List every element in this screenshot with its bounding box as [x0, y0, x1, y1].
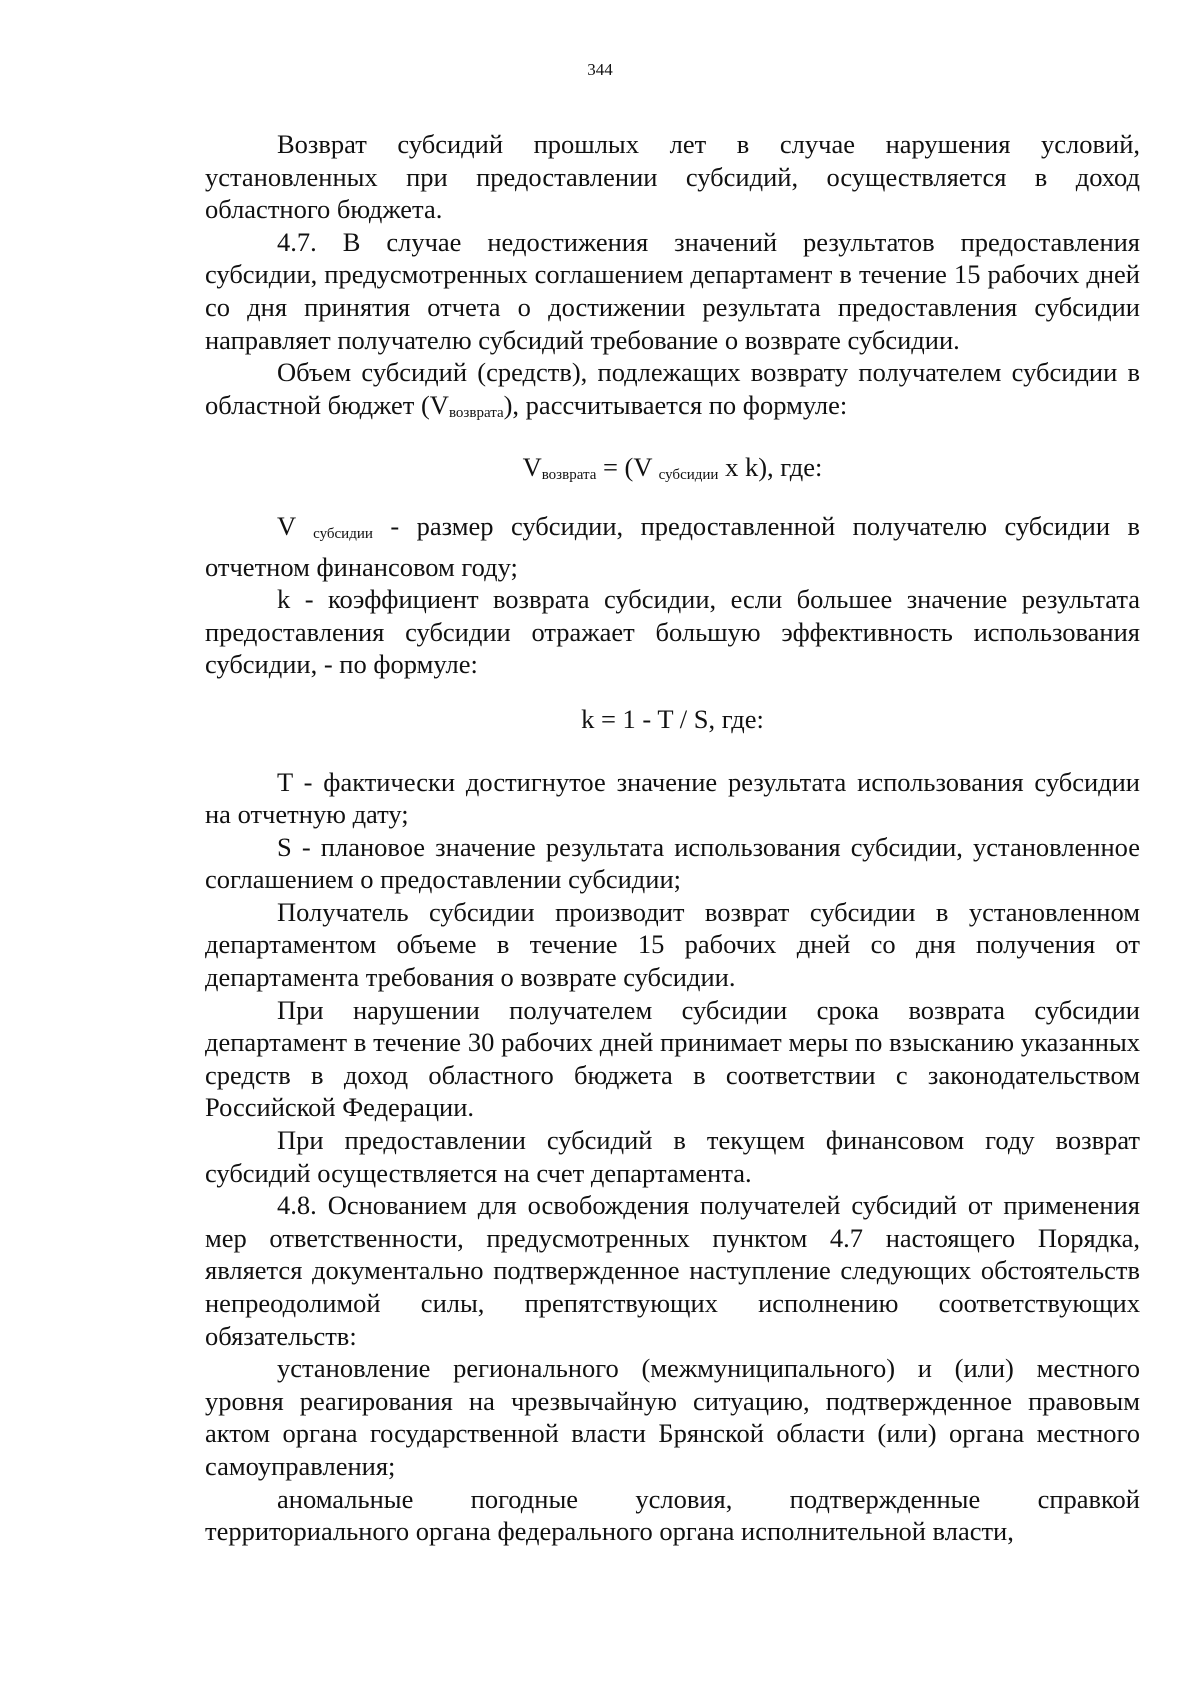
paragraph-regional-emergency: установление регионального (межмуниципального) и (или) местного уровня реагирования на чрезвычайную ситуацию, подтвержденное правовым актом органа государственной власти Брянской области (или) органа местного самоуправления;: [205, 1353, 1140, 1481]
definition-v-subsidy: V $_{субсидии}$ - размер субсидии, предоставленной получателю субсидии в отчетном финансовом году;: [205, 510, 1140, 582]
paragraph-4-8: 4.8. Основанием для освобождения получателей субсидий от применения мер ответственности, предусмотренных пунктом 4.7 настоящего Порядка, является документально подтвержденное наступление следующих обстоятельств непреодолимой силы, препятствующих исполнению соответствующих обязательств:: [205, 1190, 1140, 1351]
paragraph-4-7: 4.7. В случае недостижения значений результатов предоставления субсидии, предусмотренных соглашением департамент в течение 15 рабочих дней со дня принятия отчета о достижении результата предоставления субсидии направляет получателю субсидий требование о возврате субсидии.: [205, 226, 1140, 355]
paragraph-return-previous-years: Возврат субсидий прошлых лет в случае нарушения условий, установленных при предоставлении субсидий, осуществляется в доход областного бюджета.: [205, 129, 1140, 225]
volume-intro-text: Объем субсидий (средств), подлежащих возврату получателем субсидии в областной бюджет (V: [205, 357, 1140, 420]
definition-t: T - фактически достигнутое значение результата использования субсидии на отчетную дату;: [205, 766, 1140, 830]
formula-k: k = 1 - T / S, где:: [581, 703, 764, 734]
definition-k: k - коэффициент возврата субсидии, если большее значение результата предоставления субсидии отражает большую эффективность использования субсидии, - по формуле:: [205, 584, 1140, 680]
paragraph-current-year: При предоставлении субсидий в текущем финансовом году возврат субсидий осуществляется на счет департамента.: [205, 1125, 1140, 1188]
paragraph-volume-formula-intro: [205, 356, 1140, 429]
paragraph-violation: При нарушении получателем субсидии срока возврата субсидии департамент в течение 30 рабочих дней принимает меры по взысканию указанных средств в доход областного бюджета в соответствии с законодательством Российской Федерации.: [205, 994, 1140, 1123]
volume-subscript: возврата: [448, 404, 504, 421]
paragraph-weather: аномальные погодные условия, подтвержденные справкой территориального органа федерального органа исполнительной власти,: [205, 1483, 1140, 1547]
formula-return-volume: $V_{возврата} = (V$ $_{субсидии}$ x k), где:: [522, 452, 823, 484]
page-number: 344: [587, 60, 613, 79]
paragraph-return-deadline: Получатель субсидии производит возврат субсидии в установленном департаментом объеме в течение 15 рабочих дней со дня получения от департамента требования о возврате субсидии.: [205, 896, 1140, 993]
definition-s: S - плановое значение результата использования субсидии, установленное соглашением о предоставлении субсидии;: [205, 831, 1140, 895]
volume-intro-end: ), рассчитывается по формуле:: [503, 389, 848, 420]
document-body: [205, 128, 1140, 1548]
